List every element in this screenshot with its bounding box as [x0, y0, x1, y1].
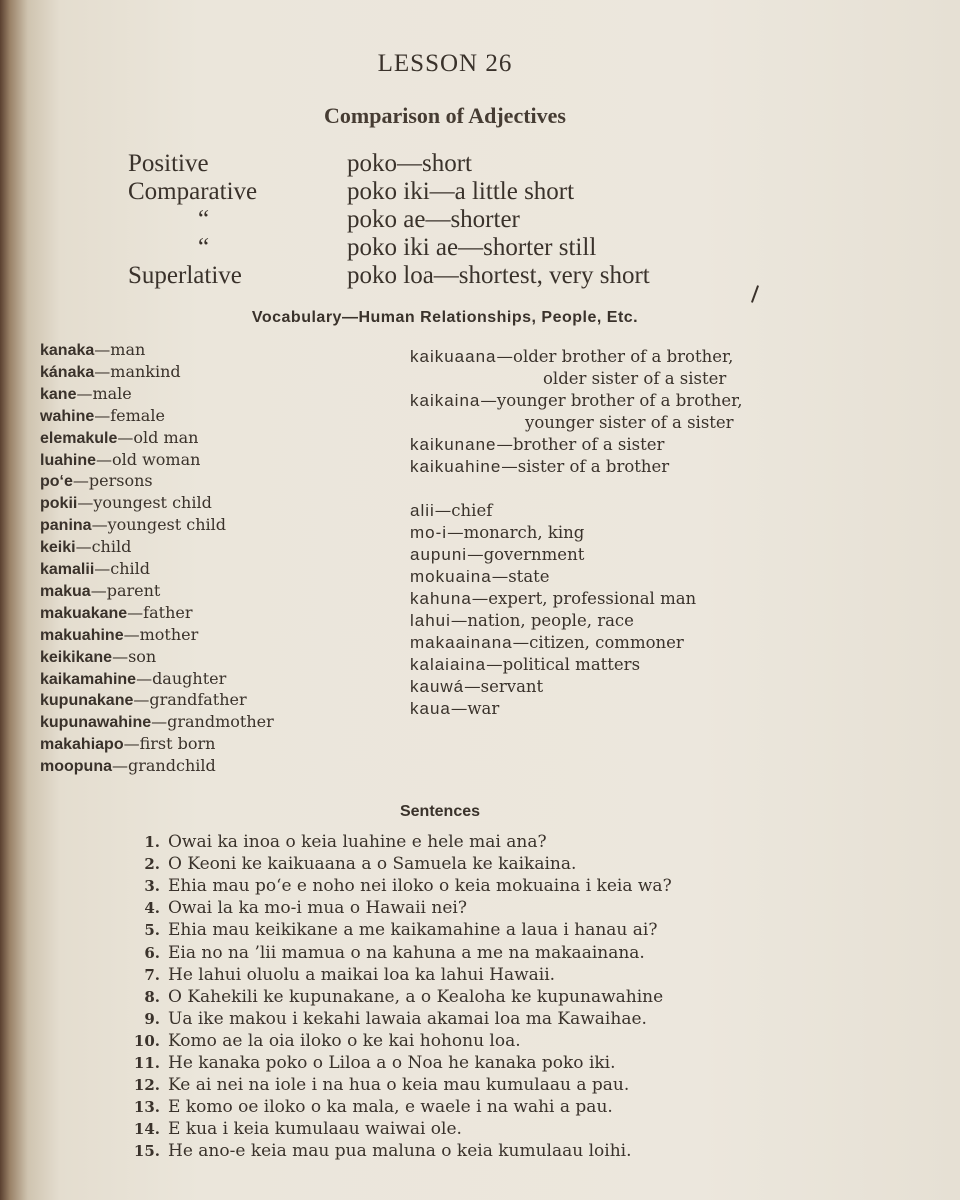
vocab-entry	[40, 689, 247, 712]
sentence-number: 4.	[144, 899, 160, 918]
vocab-word: kalaiaina	[410, 655, 487, 674]
vocab-meaning: —sister of a brother	[501, 457, 670, 476]
vocab-entry	[40, 602, 192, 625]
vocab-word: luahine	[40, 451, 97, 469]
vocab-entry	[410, 434, 664, 456]
vocab-word: alii	[410, 501, 435, 520]
vocab-meaning: —child	[75, 537, 132, 557]
vocab-meaning: —youngest child	[91, 515, 227, 535]
sentence-number: 10.	[133, 1031, 160, 1050]
vocab-entry	[40, 711, 274, 734]
vocab-meaning: —younger brother of a brother,	[480, 391, 743, 410]
sentence-text: He ano-e keia mau pua maluna o keia kumulaau loihi.	[168, 1141, 632, 1162]
sentence-text: He kanaka poko o Liloa a o Noa he kanaka poko iki.	[168, 1053, 616, 1073]
vocab-word: mo-i	[410, 523, 448, 542]
vocab-meaning: —chief	[434, 501, 493, 520]
vocab-meaning: —male	[76, 383, 132, 403]
sentence-number: 6.	[144, 943, 160, 962]
vocab-word: elemakule	[40, 429, 118, 447]
sentence-number: 13.	[133, 1098, 160, 1117]
vocab-entry	[410, 390, 742, 412]
sentence-item	[128, 1008, 647, 1030]
sentence-number: 15.	[133, 1142, 160, 1161]
vocab-entry	[40, 580, 160, 603]
vocab-meaning: —citizen, commoner	[512, 633, 684, 652]
sentence-number: 3.	[144, 877, 160, 896]
vocab-entry	[410, 610, 634, 632]
vocab-word: aupuni	[410, 545, 468, 564]
vocab-word: lahui	[410, 611, 451, 630]
vocab-meaning: —grandchild	[112, 756, 216, 776]
sentence-item	[128, 831, 547, 853]
vocab-meaning: —monarch, king	[447, 523, 585, 542]
vocab-entry	[410, 346, 733, 368]
vocab-word: kanaka	[40, 342, 95, 359]
sentence-text: Owai ka inoa o keia luahine e hele mai ana?	[168, 832, 547, 852]
sentence-item	[128, 919, 657, 941]
lesson-title: LESSON 26	[377, 50, 513, 77]
vocab-entry	[410, 544, 584, 566]
vocab-meaning: —nation, people, race	[450, 611, 634, 630]
sentence-item	[128, 986, 663, 1008]
sentence-number: 1.	[144, 833, 160, 851]
vocab-entry	[410, 566, 550, 588]
vocab-entry	[40, 755, 216, 778]
vocab-word: kaikuaana	[410, 347, 497, 366]
sentence-number: 9.	[144, 1009, 160, 1028]
vocab-meaning: —daughter	[136, 668, 227, 688]
vocab-word: makuahine	[40, 626, 124, 644]
sentence-text: Owai la ka mo-i mua o Hawaii nei?	[168, 898, 467, 919]
vocab-entry	[40, 558, 150, 581]
vocab-meaning: —brother of a sister	[496, 435, 665, 454]
degree-label: Positive	[128, 150, 209, 177]
sentence-text: Ehia mau keikikane a me kaikamahine a laua i hanau ai?	[168, 920, 658, 941]
sentence-text: E kua i keia kumulaau waiwai ole.	[168, 1119, 462, 1140]
vocab-meaning-continued	[525, 412, 734, 434]
vocab-meaning: —old man	[117, 427, 199, 447]
sentence-item	[128, 942, 645, 964]
vocab-meaning: —youngest child	[77, 493, 212, 513]
vocab-entry	[410, 632, 684, 654]
vocab-meaning: —mother	[123, 624, 199, 644]
sentence-number: 7.	[144, 965, 160, 984]
vocab-entry	[40, 624, 198, 647]
vocab-entry	[40, 536, 131, 559]
sentence-text: Ke ai nei na iole i na hua o keia mau kumulaau a pau.	[168, 1075, 630, 1096]
vocab-word: panina	[40, 517, 92, 535]
sentence-item	[128, 964, 555, 986]
vocab-meaning: —man	[94, 340, 146, 359]
degree-label: Comparative	[128, 178, 258, 205]
vocab-entry	[410, 500, 492, 522]
sentence-text: Komo ae la oia iloko o ke kai hohonu loa.	[168, 1030, 521, 1051]
vocab-word: kaikaina	[410, 391, 481, 410]
vocab-meaning: younger sister of a sister	[525, 413, 734, 432]
vocab-word: pokii	[40, 495, 78, 513]
vocab-word: kamalii	[40, 561, 95, 578]
vocab-meaning: —persons	[72, 471, 153, 491]
vocab-entry	[40, 668, 226, 691]
vocab-meaning: —female	[94, 405, 165, 425]
vocab-entry	[40, 361, 181, 384]
vocab-meaning: —older brother of a brother,	[496, 347, 734, 366]
sentence-text: Eia no na ’lii mamua o na kahuna a me na makaainana.	[168, 942, 645, 963]
vocab-word: wahine	[40, 407, 95, 425]
sentence-text: Ehia mau po‘e e noho nei iloko o keia mokuaina i keia wa?	[168, 876, 672, 897]
degree-example: poko ae—shorter	[347, 206, 520, 233]
vocab-entry	[40, 470, 153, 493]
degree-example: poko iki—a little short	[347, 178, 575, 205]
vocab-word: kane	[40, 385, 77, 403]
vocab-meaning: —servant	[464, 677, 544, 696]
vocab-meaning: older sister of a sister	[543, 369, 727, 388]
degree-example: poko loa—shortest, very short	[347, 262, 650, 289]
sentence-text: Ua ike makou i kekahi lawaia akamai loa ma Kawaihae.	[168, 1008, 647, 1029]
ditto-mark: “	[198, 206, 210, 233]
sentence-item	[128, 1030, 521, 1052]
vocab-entry	[410, 456, 669, 478]
sentence-number: 14.	[133, 1120, 160, 1139]
vocab-word: kaua	[410, 699, 451, 718]
sentence-text: O Keoni ke kaikuaana a o Samuela ke kaikaina.	[168, 854, 577, 875]
degree-example: poko iki ae—shorter still	[347, 234, 597, 261]
vocab-entry	[40, 339, 145, 362]
vocab-word: keiki	[40, 539, 76, 557]
vocab-entry	[410, 676, 543, 698]
vocab-entry	[40, 492, 212, 515]
pencil-mark	[751, 285, 759, 303]
vocab-word: kánaka	[40, 363, 95, 381]
vocab-meaning: —son	[112, 646, 157, 666]
vocab-meaning: —war	[450, 699, 500, 718]
vocab-word: makaainana	[410, 633, 513, 652]
vocab-entry	[40, 383, 132, 406]
ditto-mark: “	[198, 234, 210, 261]
vocab-meaning: —father	[127, 602, 193, 622]
sentence-item	[128, 897, 467, 919]
vocab-meaning: —mankind	[94, 361, 181, 381]
vocab-meaning: —political matters	[486, 655, 641, 674]
vocab-meaning: —first born	[123, 734, 216, 754]
vocab-entry	[410, 588, 696, 610]
sentence-item	[128, 1118, 462, 1140]
sentence-item	[128, 853, 576, 875]
vocab-meaning: —old woman	[96, 449, 201, 469]
vocab-entry	[40, 514, 226, 537]
vocab-word: moopuna	[40, 758, 112, 776]
sentence-text: He lahui oluolu a maikai loa ka lahui Hawaii.	[168, 964, 556, 985]
lesson-subtitle: Comparison of Adjectives	[324, 103, 566, 128]
vocab-word: kupunawahine	[40, 714, 152, 732]
sentences-heading: Sentences	[399, 803, 481, 820]
sentence-number: 2.	[144, 855, 160, 874]
vocab-entry	[40, 405, 165, 428]
vocab-meaning: —grandmother	[151, 712, 274, 732]
vocab-entry	[40, 449, 200, 472]
sentence-item	[128, 875, 672, 897]
sentence-text: O Kahekili ke kupunakane, a o Kealoha ke kupunawahine	[168, 986, 664, 1007]
vocab-word: kaikuahine	[410, 457, 502, 476]
vocab-entry	[40, 646, 156, 669]
vocab-meaning: —grandfather	[133, 690, 247, 710]
sentence-item	[128, 1096, 613, 1118]
vocab-entry	[410, 654, 640, 676]
vocab-word: mokuaina	[410, 567, 492, 586]
sentence-item	[128, 1140, 632, 1162]
degree-example: poko—short	[347, 150, 472, 177]
vocab-word: kaikamahine	[40, 670, 137, 688]
vocab-word: makuakane	[40, 604, 128, 622]
sentence-number: 11.	[133, 1054, 160, 1072]
vocab-meaning: —parent	[90, 580, 161, 600]
sentence-item	[128, 1074, 629, 1096]
vocabulary-heading: Vocabulary—Human Relationships, People, Etc.	[251, 309, 639, 326]
vocab-entry	[410, 522, 584, 544]
vocab-meaning: —child	[94, 559, 151, 578]
vocab-word: kauwá	[410, 677, 465, 696]
sentence-number: 5.	[144, 921, 160, 940]
sentence-number: 12.	[133, 1076, 160, 1095]
vocab-entry	[410, 698, 499, 720]
sentence-text: E komo oe iloko o ka mala, e waele i na wahi a pau.	[168, 1097, 613, 1118]
vocab-meaning: —state	[491, 567, 550, 586]
degree-label: Superlative	[128, 262, 242, 289]
vocab-word: keikikane	[40, 648, 113, 666]
vocab-meaning: —government	[467, 545, 585, 564]
vocab-word: kupunakane	[40, 692, 134, 710]
vocab-word: kaikunane	[410, 435, 497, 454]
vocab-entry	[40, 733, 215, 756]
vocab-word: makahiapo	[40, 736, 124, 754]
vocab-entry	[40, 427, 198, 450]
vocab-word: kahuna	[410, 589, 472, 608]
vocab-word: po‘e	[40, 473, 73, 491]
vocab-meaning-continued	[543, 368, 726, 390]
sentence-number: 8.	[144, 987, 160, 1006]
vocab-word: makua	[40, 582, 91, 600]
vocab-meaning: —expert, professional man	[471, 589, 697, 608]
sentence-item	[128, 1052, 616, 1074]
